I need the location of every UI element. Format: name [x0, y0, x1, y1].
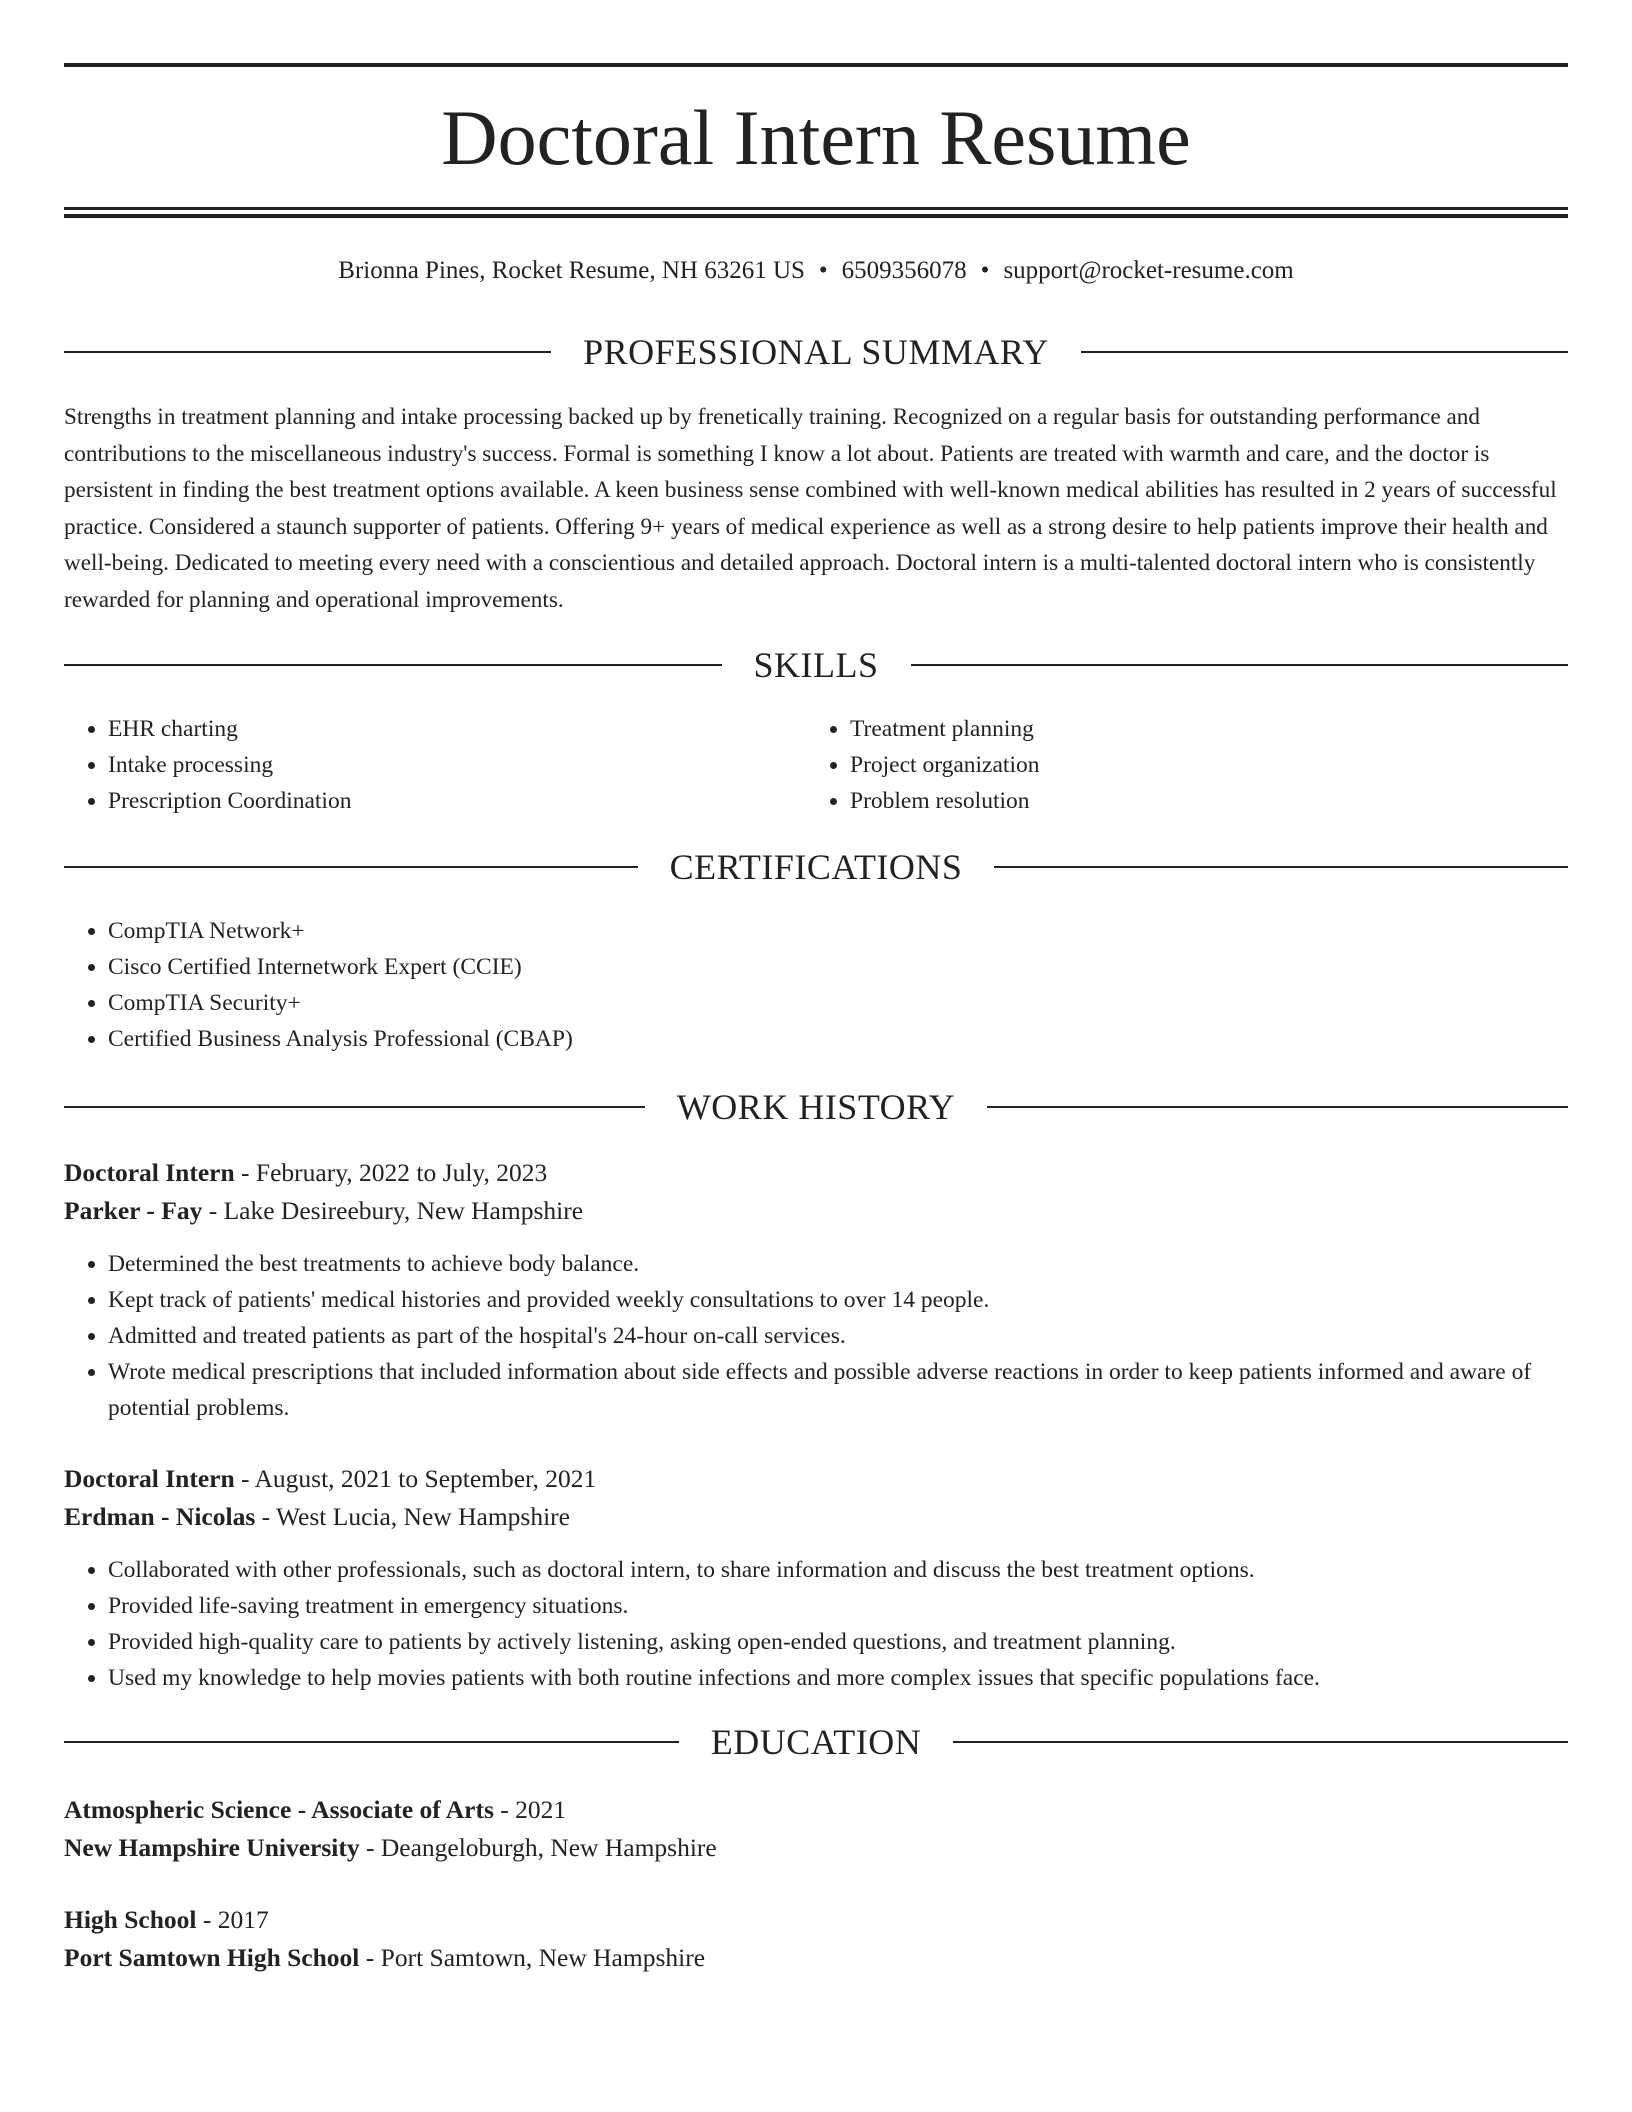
- heading-rule: [64, 351, 551, 353]
- skill-item: • Prescription Coordination: [108, 783, 806, 819]
- summary-heading-label: PROFESSIONAL SUMMARY: [583, 332, 1049, 372]
- contact-email: support@rocket-resume.com: [1003, 257, 1294, 284]
- skill-item: • Intake processing: [108, 747, 806, 783]
- contact-address: Brionna Pines, Rocket Resume, NH 63261 US: [338, 257, 805, 284]
- work-history-heading: [64, 1085, 1568, 1129]
- skills-list: [64, 711, 1568, 819]
- education-heading-label: EDUCATION: [710, 1722, 922, 1762]
- education-degree-line: [64, 1791, 1568, 1829]
- education-heading: [64, 1720, 1568, 1764]
- heading-rule: [1081, 351, 1568, 353]
- resume-title: Doctoral Intern Resume: [441, 94, 1191, 181]
- job-company-line: [64, 1498, 1568, 1536]
- education-school-line: [64, 1939, 1568, 1977]
- contact-line: [64, 254, 1568, 288]
- skill-item: • Problem resolution: [850, 783, 1548, 819]
- job-entry: [64, 1460, 1568, 1696]
- job-bullet: • Collaborated with other professionals, such as doctoral intern, to share information and discuss the best treatment options.: [108, 1552, 1568, 1588]
- summary-text: Strengths in treatment planning and intake processing backed up by frenetically training. Recognized on a regular basis for outstanding performance and contributions to the miscellaneous industry's success. Formal is something I know a lot about. Patients are treated with warmth and care, and the doctor is persistent in finding the best treatment options available. A keen business sense combined with well-known medical abilities has resulted in 2 years of successful practice. Considered a staunch supporter of patients. Offering 9+ years of medical experience as well as a strong desire to help patients improve their health and well-being. Dedicated to meeting every need with a conscientious and detailed approach. Doctoral intern is a multi-talented doctoral intern who is consistently rewarded for planning and operational improvements.: [64, 404, 1557, 613]
- education-school: Port Samtown High School: [64, 1943, 360, 1972]
- education-school: New Hampshire University: [64, 1833, 360, 1862]
- education-year: - 2017: [196, 1905, 269, 1934]
- skill-item: • Project organization: [850, 747, 1548, 783]
- contact-phone: 6509356078: [841, 257, 967, 284]
- top-rule: [64, 63, 1568, 67]
- skills-column-right: [806, 711, 1548, 819]
- heading-rule: [911, 664, 1569, 666]
- job-bullet: • Wrote medical prescriptions that included information about side effects and possible adverse reactions in order to keep patients informed and aware of potential problems.: [108, 1354, 1568, 1426]
- work-history-heading-label: WORK HISTORY: [676, 1087, 956, 1127]
- certifications-heading: [64, 845, 1568, 889]
- certifications-heading-label: CERTIFICATIONS: [669, 847, 963, 887]
- job-company: Parker - Fay: [64, 1196, 203, 1225]
- heading-rule: [987, 1106, 1568, 1108]
- contact-separator: •: [818, 257, 828, 284]
- double-rule: [64, 207, 1568, 218]
- education-entry: [64, 1901, 1568, 1977]
- job-bullets: [64, 1552, 1568, 1696]
- certification-item: • CompTIA Security+: [108, 985, 1568, 1021]
- job-title: Doctoral Intern: [64, 1464, 235, 1493]
- job-bullet: • Determined the best treatments to achieve body balance.: [108, 1246, 1568, 1282]
- education-location: - Port Samtown, New Hampshire: [359, 1943, 706, 1972]
- job-dates: - August, 2021 to September, 2021: [234, 1464, 597, 1493]
- skills-heading: [64, 643, 1568, 687]
- heading-rule: [64, 1741, 679, 1743]
- certification-item: • Certified Business Analysis Professional (CBAP): [108, 1021, 1568, 1057]
- education-entry: [64, 1791, 1568, 1867]
- job-company-line: [64, 1192, 1568, 1230]
- job-company: Erdman - Nicolas: [64, 1502, 256, 1531]
- education-year: - 2021: [493, 1795, 567, 1824]
- job-location: - Lake Desireebury, New Hampshire: [202, 1196, 584, 1225]
- contact-separator: •: [980, 257, 990, 284]
- heading-rule: [953, 1741, 1568, 1743]
- education-location: - Deangeloburgh, New Hampshire: [359, 1833, 717, 1862]
- job-entry: [64, 1154, 1568, 1426]
- certification-item: • CompTIA Network+: [108, 913, 1568, 949]
- job-title-line: [64, 1460, 1568, 1498]
- job-location: - West Lucia, New Hampshire: [255, 1502, 570, 1531]
- summary-heading: [64, 330, 1568, 374]
- heading-rule: [994, 866, 1568, 868]
- job-bullet: • Provided high-quality care to patients by actively listening, asking open-ended questions, and treatment planning.: [108, 1624, 1568, 1660]
- job-bullet: • Provided life-saving treatment in emergency situations.: [108, 1588, 1568, 1624]
- job-title-line: [64, 1154, 1568, 1192]
- skill-item: • Treatment planning: [850, 711, 1548, 747]
- job-bullet: • Admitted and treated patients as part of the hospital's 24-hour on-call services.: [108, 1318, 1568, 1354]
- heading-rule: [64, 866, 638, 868]
- certification-item: • Cisco Certified Internetwork Expert (CCIE): [108, 949, 1568, 985]
- education-degree: High School: [64, 1905, 197, 1934]
- heading-rule: [64, 664, 722, 666]
- job-bullet: • Used my knowledge to help movies patients with both routine infections and more complex issues that specific populations face.: [108, 1660, 1568, 1696]
- education-degree-line: [64, 1901, 1568, 1939]
- education-degree: Atmospheric Science - Associate of Arts: [64, 1795, 494, 1824]
- skills-column-left: [64, 711, 806, 819]
- certifications-list: [64, 913, 1568, 1057]
- job-bullets: [64, 1246, 1568, 1426]
- skills-heading-label: SKILLS: [753, 645, 879, 685]
- job-title: Doctoral Intern: [64, 1158, 235, 1187]
- heading-rule: [64, 1106, 645, 1108]
- skill-item: • EHR charting: [108, 711, 806, 747]
- job-bullet: • Kept track of patients' medical histories and provided weekly consultations to over 14 people.: [108, 1282, 1568, 1318]
- education-school-line: [64, 1829, 1568, 1867]
- job-dates: - February, 2022 to July, 2023: [234, 1158, 548, 1187]
